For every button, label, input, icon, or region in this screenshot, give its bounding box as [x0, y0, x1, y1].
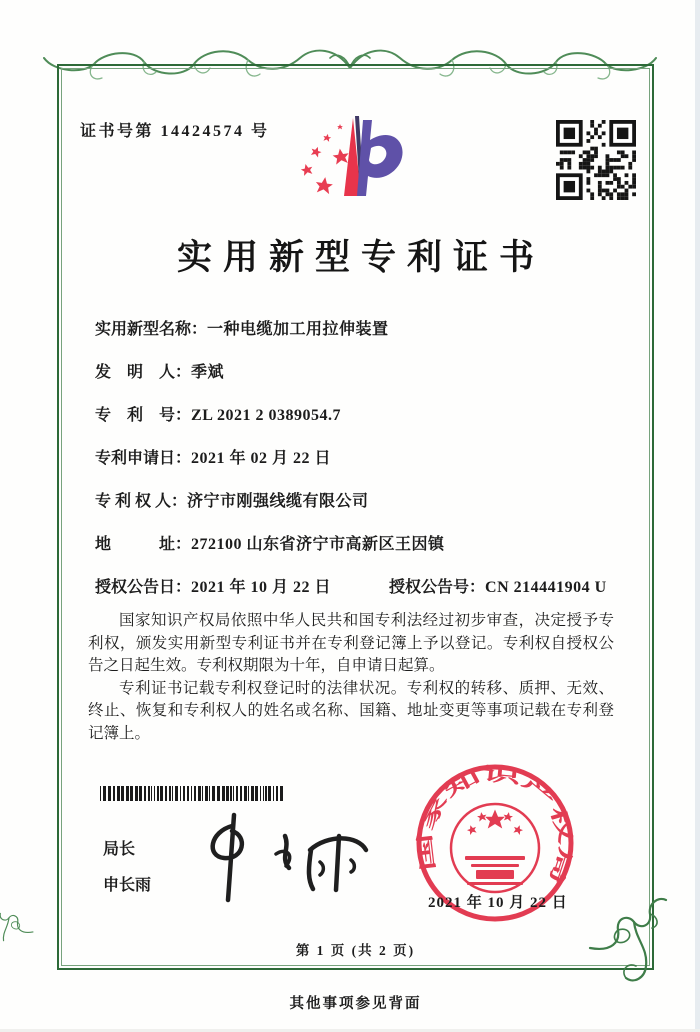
certificate-title: 实用新型专利证书 — [176, 238, 545, 277]
field-label: 专 利 号： — [95, 407, 192, 424]
qr-code-icon — [556, 120, 636, 200]
field-label: 实用新型名称： — [95, 321, 208, 338]
field-value: 272100 山东省济宁市高新区王因镇 — [191, 536, 445, 553]
field-value: 济宁市刚强线缆有限公司 — [187, 493, 369, 510]
signer-name: 申长雨 — [103, 877, 152, 894]
field-value: 一种电缆加工用拉伸装置 — [207, 321, 389, 338]
legal-paragraph-1: 国家知识产权局依照中华人民共和国专利法经过初步审查，决定授予专利权，颁发实用新型专利证书并在专利登记簿上予以登记。专利权自授权公告之日起生效。专利权期限为十年，自申请日起算。 — [88, 612, 614, 674]
signer-title: 局长 — [103, 841, 136, 858]
field-value: 2021 年 02 月 22 日 — [191, 450, 332, 467]
legal-paragraph-2: 专利证书记载专利权登记时的法律状况。专利权的转移、质押、无效、终止、恢复和专利权人的姓名或名称、国籍、地址变更等事项记载在专利登记簿上。 — [88, 679, 614, 742]
legal-text — [88, 610, 614, 745]
field-label: 发 明 人： — [95, 364, 192, 381]
signer-block — [103, 832, 151, 904]
svg-text:国家知识产权局 — [414, 763, 577, 887]
field-grant-date-and-number — [95, 574, 623, 598]
page-number: 第 1 页 (共 2 页) — [295, 943, 416, 958]
field-utility-model-name — [95, 316, 623, 340]
field-grant-number — [389, 574, 607, 597]
cnipa-logo-icon — [283, 110, 421, 218]
field-address — [95, 531, 623, 555]
field-label: 专 利 权 人： — [95, 493, 188, 510]
bottom-right-flourish — [588, 886, 668, 990]
field-label: 授权公告号： — [389, 579, 486, 596]
seal-date: 2021 年 10 月 22 日 — [428, 895, 568, 911]
field-patentee — [95, 488, 623, 512]
field-value: ZL 2021 2 0389054.7 — [191, 407, 341, 424]
field-patent-number — [95, 402, 623, 426]
field-label: 授权公告日： — [95, 579, 192, 596]
handwritten-signature-icon — [192, 810, 382, 908]
field-list — [95, 316, 623, 617]
back-note: 其他事项参见背面 — [289, 996, 422, 1012]
field-inventor — [95, 359, 623, 383]
bottom-left-flourish — [0, 898, 34, 955]
field-label: 地 址： — [95, 536, 192, 553]
field-value: CN 214441904 U — [485, 579, 607, 596]
field-label: 专利申请日： — [95, 450, 192, 467]
barcode-icon — [100, 786, 284, 801]
certificate-number: 证书号第 14424574 号 — [80, 123, 270, 140]
field-filing-date — [95, 445, 623, 469]
seal-agency-text: 国家知识产权局 — [416, 763, 576, 872]
scan-edge — [695, 0, 700, 1032]
field-value: 季斌 — [191, 364, 225, 381]
field-value: 2021 年 10 月 22 日 — [191, 579, 332, 596]
